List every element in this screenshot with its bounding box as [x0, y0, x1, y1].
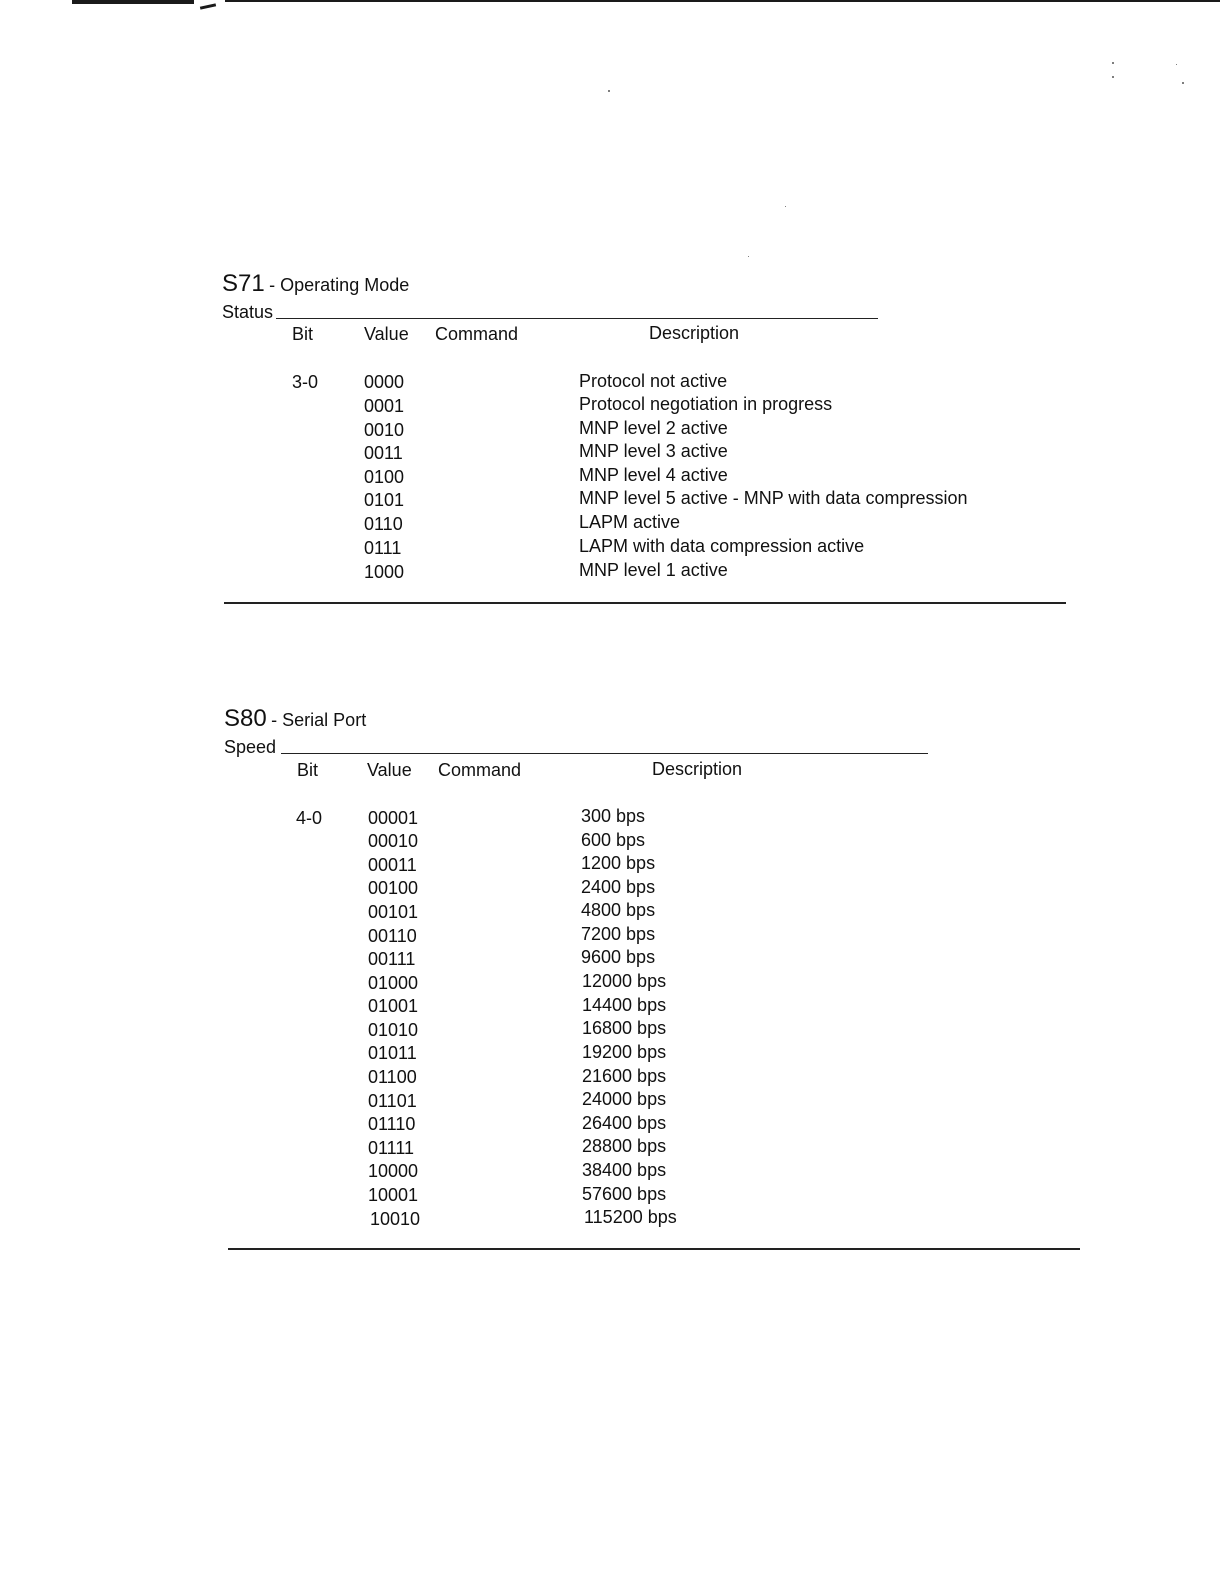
register-title: Operating Mode: [280, 275, 410, 295]
row-description: 19200 bps: [582, 1042, 667, 1062]
row-description: 600 bps: [581, 830, 646, 850]
row-description: MNP level 3 active: [579, 441, 728, 461]
header-command: Command: [438, 760, 522, 780]
row-description: MNP level 5 active - MNP with data compression: [579, 488, 968, 508]
row-description: 115200 bps: [584, 1207, 677, 1227]
section-bottom-rule: [228, 1248, 1080, 1250]
scan-speck: [1112, 62, 1114, 64]
scan-border-thin: [225, 0, 1220, 2]
row-description: 12000 bps: [582, 971, 667, 991]
row-value: 0100: [364, 467, 405, 487]
row-value: 01011: [368, 1043, 417, 1063]
row-description: 4800 bps: [581, 900, 656, 920]
section-subtitle: Status: [222, 302, 274, 322]
subtitle-underline: [281, 753, 928, 754]
row-description: 300 bps: [581, 806, 646, 826]
register-code: S71: [222, 270, 265, 297]
title-separator: -: [271, 710, 283, 730]
row-value: 0110: [364, 514, 403, 534]
title-separator: -: [269, 275, 281, 295]
row-description: 38400 bps: [582, 1160, 667, 1180]
row-description: Protocol negotiation in progress: [579, 394, 833, 414]
header-description: Description: [649, 323, 740, 343]
row-value: 01100: [368, 1067, 417, 1087]
scan-speck: [1112, 76, 1114, 78]
row-description: 2400 bps: [581, 877, 656, 897]
scan-speck: [1176, 64, 1177, 65]
row-description: Protocol not active: [579, 371, 728, 391]
bit-range: 3-0: [292, 372, 319, 392]
row-description: 9600 bps: [581, 947, 656, 967]
row-description: LAPM with data compression active: [579, 536, 865, 556]
row-description: 28800 bps: [582, 1136, 667, 1156]
scan-speck: [785, 206, 786, 207]
header-value: Value: [364, 324, 409, 344]
row-value: 10001: [368, 1185, 419, 1205]
row-value: 01110: [368, 1114, 416, 1134]
row-value: 01000: [368, 973, 419, 993]
section-title: [222, 270, 409, 298]
row-value: 01001: [368, 996, 419, 1016]
row-description: 21600 bps: [582, 1066, 667, 1086]
header-description: Description: [652, 759, 743, 779]
row-value: 01010: [368, 1020, 419, 1040]
row-description: 26400 bps: [582, 1113, 667, 1133]
row-description: MNP level 4 active: [579, 465, 728, 485]
row-description: MNP level 2 active: [579, 418, 728, 438]
register-title: Serial Port: [282, 710, 367, 730]
row-description: 1200 bps: [581, 853, 656, 873]
scan-speck: [608, 90, 610, 92]
header-command: Command: [435, 324, 519, 344]
row-value: 01101: [368, 1091, 417, 1111]
scan-border-mark: [200, 3, 216, 9]
row-value: 01111: [368, 1138, 415, 1158]
bit-range: 4-0: [296, 808, 323, 828]
row-value: 00100: [368, 878, 419, 898]
subtitle-underline: [276, 318, 878, 319]
row-description: 57600 bps: [582, 1184, 667, 1204]
row-value: 0010: [364, 420, 405, 440]
row-value: 10000: [368, 1161, 419, 1181]
row-value: 10010: [370, 1209, 421, 1229]
row-description: 24000 bps: [582, 1089, 667, 1109]
row-value: 1000: [364, 562, 405, 582]
row-value: 0111: [364, 538, 402, 558]
scan-speck: [748, 256, 749, 257]
row-value: 0011: [364, 443, 403, 463]
section-title: [224, 705, 366, 733]
row-value: 0000: [364, 372, 405, 392]
row-description: LAPM active: [579, 512, 681, 532]
row-value: 00011: [368, 855, 417, 875]
row-value: 00111: [368, 949, 416, 969]
header-bit: Bit: [297, 760, 319, 780]
row-description: 7200 bps: [581, 924, 656, 944]
scan-top-border: [0, 0, 1224, 6]
row-value: 00101: [368, 902, 419, 922]
header-value: Value: [367, 760, 412, 780]
row-value: 00001: [368, 808, 419, 828]
row-value: 0101: [364, 490, 405, 510]
register-code: S80: [224, 705, 267, 732]
row-value: 00110: [368, 926, 417, 946]
row-description: 16800 bps: [582, 1018, 667, 1038]
scan-speck: [1182, 82, 1184, 84]
scan-border-thick: [72, 0, 194, 4]
row-value: 00010: [368, 831, 419, 851]
row-description: MNP level 1 active: [579, 560, 728, 580]
row-value: 0001: [364, 396, 405, 416]
section-subtitle: Speed: [224, 737, 277, 757]
row-description: 14400 bps: [582, 995, 667, 1015]
section-bottom-rule: [224, 602, 1066, 604]
header-bit: Bit: [292, 324, 314, 344]
